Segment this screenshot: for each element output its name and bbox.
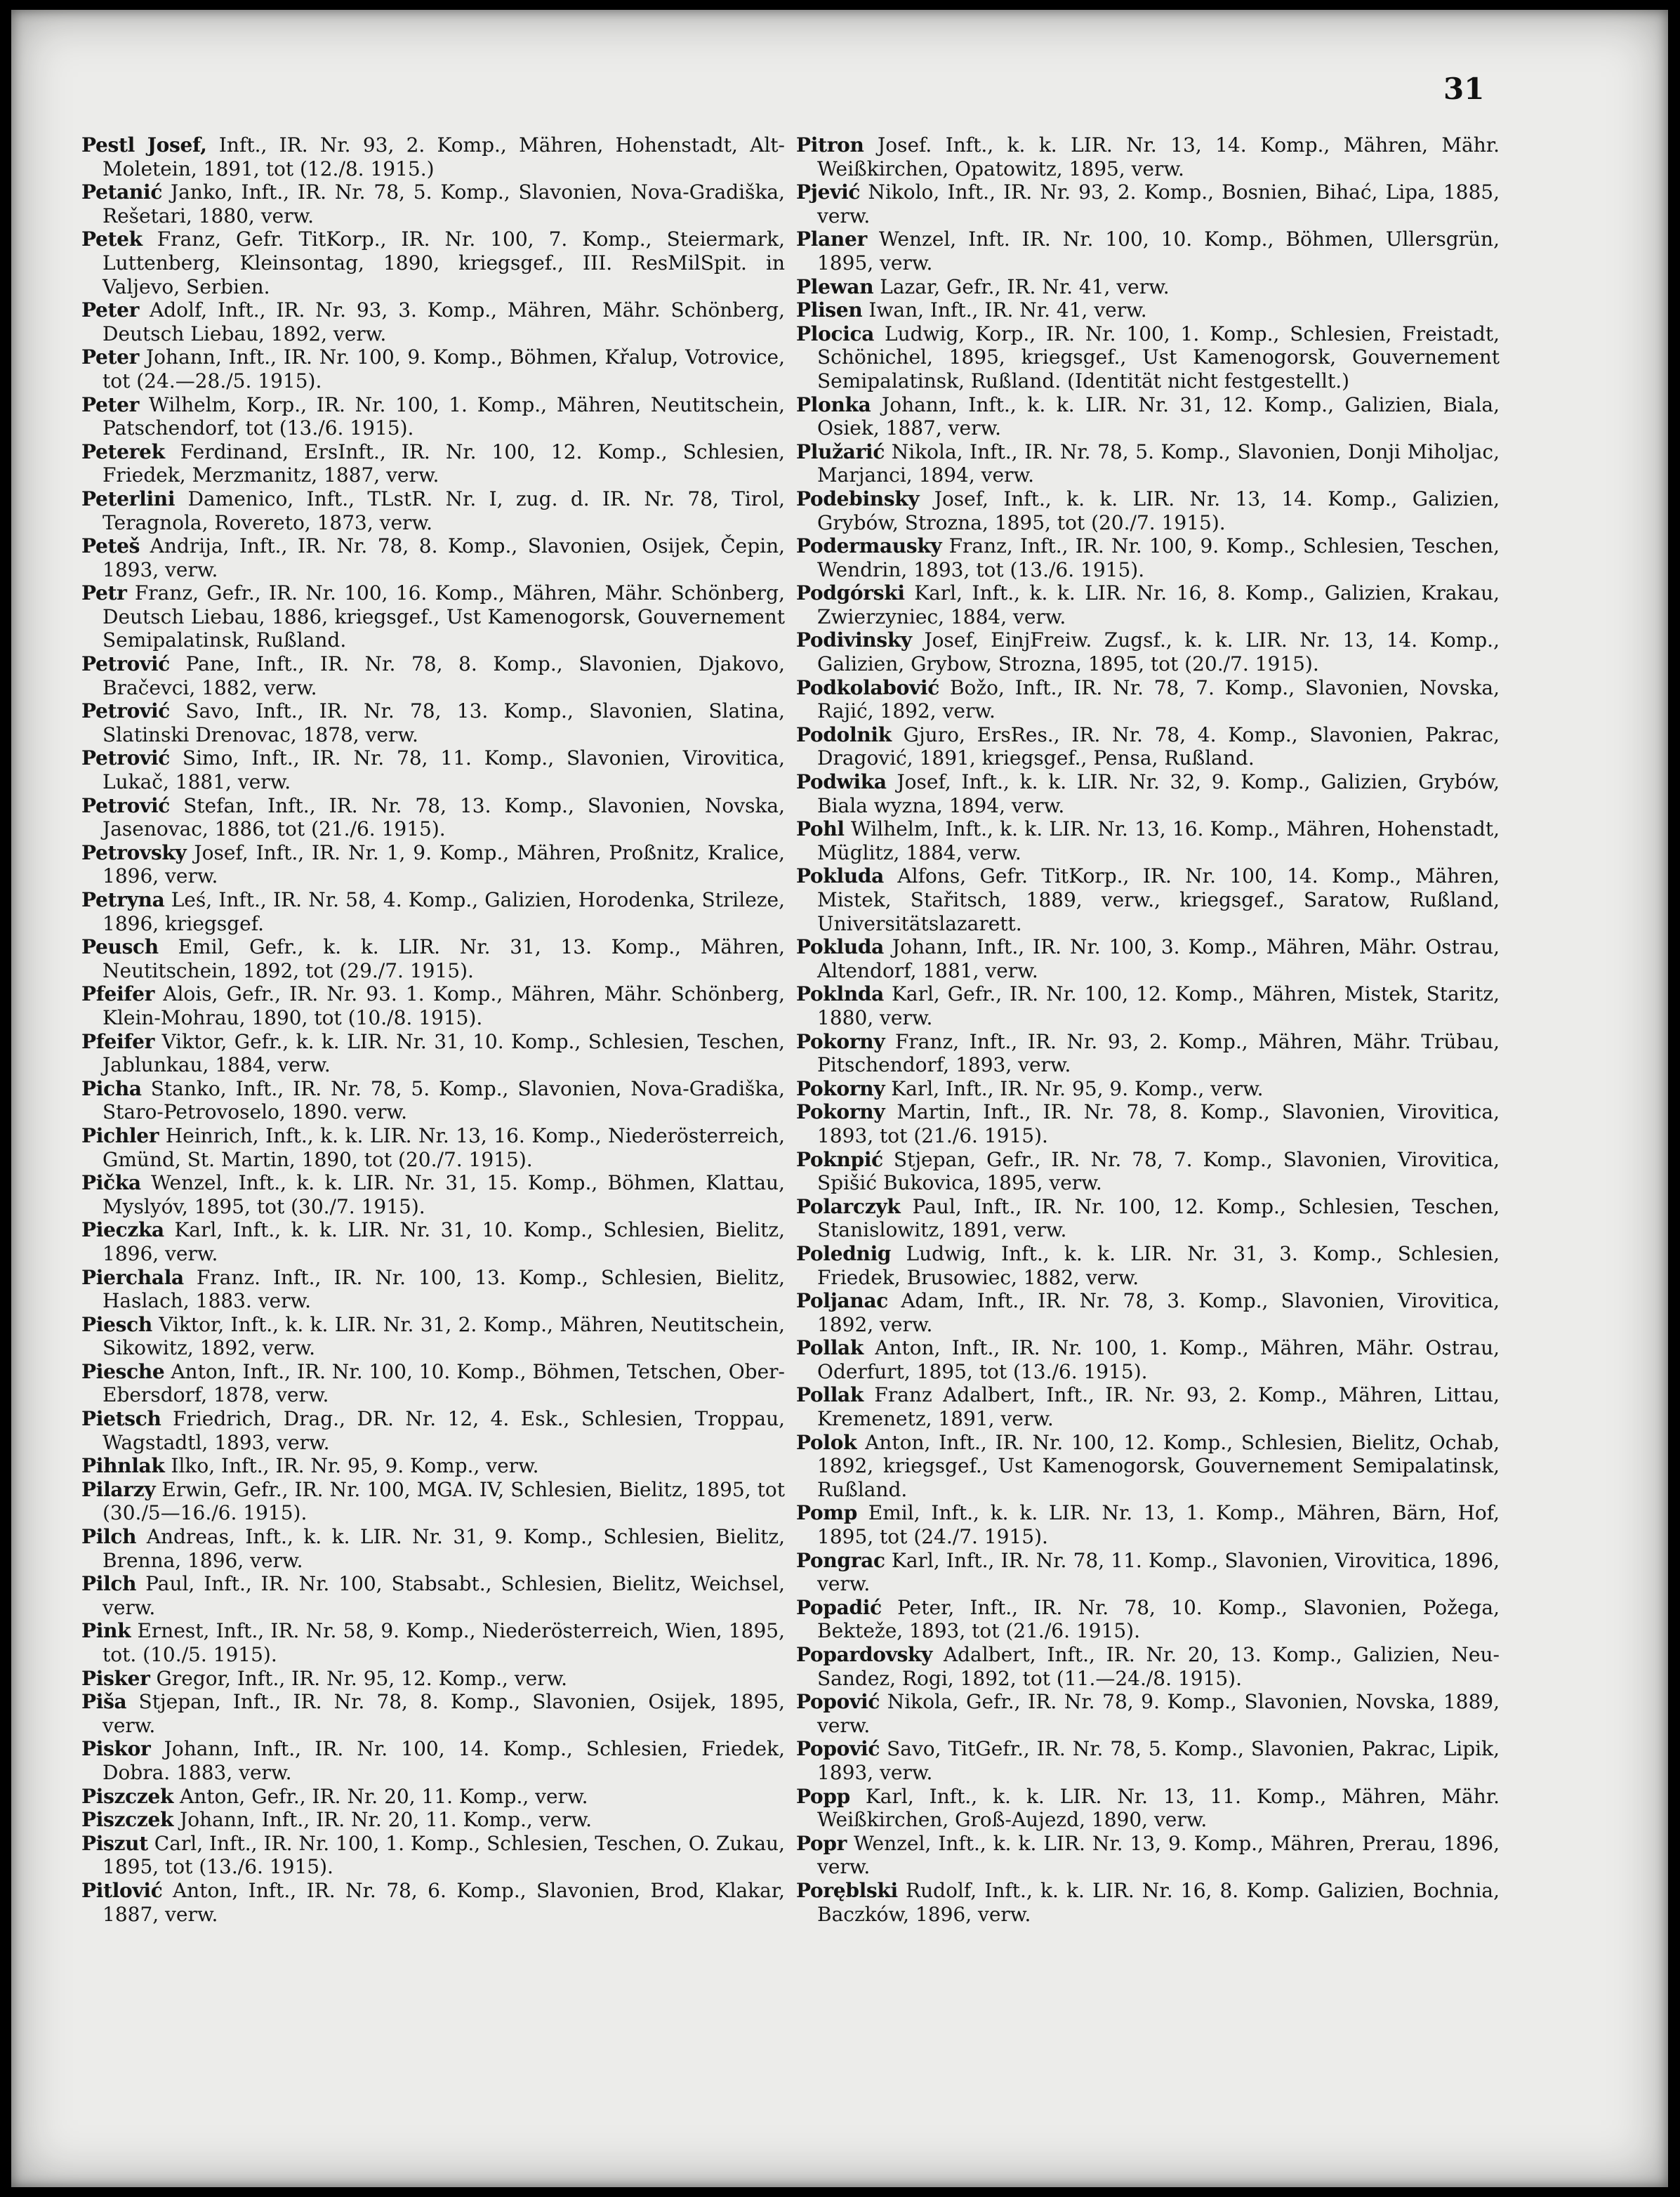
entry-surname: Pestl Josef,	[81, 133, 207, 157]
entry-details: Božo, Inft., IR. Nr. 78, 7. Komp., Slavonien, Novska, Rajić, 1892, verw.	[817, 675, 1500, 723]
entry-surname: Picha	[81, 1076, 142, 1100]
entry-surname: Piša	[81, 1690, 127, 1714]
left-column	[81, 133, 785, 1926]
register-entry	[81, 1407, 785, 1454]
entry-surname: Petrović	[81, 793, 171, 817]
entry-details: Franz, Gefr. TitKorp., IR. Nr. 100, 7. Komp., Steiermark, Luttenberg, Kleinsontag, 1890, kriegsgef., III. ResMilSpit. in Valjevo, Serbien.	[102, 227, 785, 298]
register-entry	[81, 581, 785, 652]
register-entry	[796, 1148, 1500, 1195]
register-entry	[796, 275, 1500, 299]
entry-details: Peter, Inft., IR. Nr. 78, 10. Komp., Slavonien, Požega, Bekteže, 1893, tot (21./6. 1915).	[817, 1595, 1500, 1643]
entry-surname: Peter	[81, 392, 140, 416]
entry-surname: Piesche	[81, 1359, 165, 1383]
entry-details: Josef, Inft., k. k. LIR. Nr. 32, 9. Komp., Galizien, Grybów, Biala wyzna, 1894, verw.	[817, 770, 1500, 817]
entry-surname: Poręblski	[796, 1878, 898, 1902]
entry-details: Karl, Inft., k. k. LIR. Nr. 16, 8. Komp., Galizien, Krakau, Zwierzyniec, 1884, verw.	[817, 581, 1500, 628]
entry-details: Andreas, Inft., k. k. LIR. Nr. 31, 9. Komp., Schlesien, Bielitz, Brenna, 1896, verw.	[102, 1525, 786, 1572]
register-entry	[81, 1808, 785, 1832]
entry-details: Alois, Gefr., IR. Nr. 93. 1. Komp., Mähren, Mähr. Schönberg, Klein-Mohrau, 1890, tot (10./8. 1915).	[102, 982, 786, 1029]
register-entry	[796, 1737, 1500, 1784]
register-entry	[81, 345, 785, 392]
register-entry	[796, 1383, 1500, 1430]
entry-surname: Piskor	[81, 1737, 151, 1761]
entry-details: Erwin, Gefr., IR. Nr. 100, MGA. IV, Schlesien, Bielitz, 1895, tot (30./5—16./6. 1915).	[102, 1477, 785, 1525]
register-entry	[796, 723, 1500, 770]
entry-surname: Plocica	[796, 322, 875, 345]
register-entry	[81, 393, 785, 440]
register-entry	[81, 1832, 785, 1879]
entry-details: Iwan, Inft., IR. Nr. 41, verw.	[868, 298, 1147, 322]
register-entry	[796, 770, 1500, 817]
entry-surname: Piszczek	[81, 1808, 174, 1832]
entry-details: Emil, Gefr., k. k. LIR. Nr. 31, 13. Komp., Mähren, Neutitschein, 1892, tot (29./7. 1915).	[102, 935, 785, 982]
entry-surname: Peusch	[81, 935, 159, 959]
register-entry	[81, 1077, 785, 1124]
entry-surname: Pollak	[796, 1336, 864, 1360]
entry-details: Karl, Inft., k. k. LIR. Nr. 13, 11. Komp., Mähren, Mähr. Weißkirchen, Groß-Aujezd, 1890, verw.	[817, 1784, 1500, 1832]
register-entry	[796, 1242, 1500, 1289]
entry-details: Anton, Inft., IR. Nr. 78, 6. Komp., Slavonien, Brod, Klakar, 1887, verw.	[102, 1878, 785, 1926]
entry-surname: Pitron	[796, 133, 864, 157]
register-entry	[796, 1501, 1500, 1548]
register-entry	[81, 227, 785, 298]
register-entry	[81, 1572, 785, 1619]
entry-details: Pane, Inft., IR. Nr. 78, 8. Komp., Slavonien, Djakovo, Bračevci, 1882, verw.	[102, 652, 785, 699]
entry-surname: Pietsch	[81, 1407, 161, 1431]
entry-details: Josef. Inft., k. k. LIR. Nr. 13, 14. Komp., Mähren, Mähr. Weißkirchen, Opatowitz, 1895, verw.	[817, 133, 1500, 180]
entry-surname: Pihnlak	[81, 1454, 165, 1478]
entry-details: Heinrich, Inft., k. k. LIR. Nr. 13, 16. Komp., Niederösterreich, Gmünd, St. Martin, 1890, tot (20./7. 1915).	[102, 1123, 785, 1171]
entry-surname: Poljanac	[796, 1289, 889, 1313]
register-entry	[796, 1832, 1500, 1879]
entry-surname: Petanić	[81, 180, 163, 204]
entry-details: Franz, Inft., IR. Nr. 93, 2. Komp., Mähren, Mähr. Trübau, Pitschendorf, 1893, verw.	[817, 1029, 1500, 1077]
entry-details: Anton, Inft., IR. Nr. 100, 10. Komp., Böhmen, Tetschen, Ober-Ebersdorf, 1878, verw.	[102, 1359, 786, 1407]
register-entry	[796, 1077, 1500, 1101]
entry-surname: Popović	[796, 1737, 880, 1761]
entry-details: Johann, Inft., IR. Nr. 100, 9. Komp., Böhmen, Křalup, Votrovice, tot (24.—28./5. 1915).	[102, 345, 785, 392]
entry-details: Anton, Gefr., IR. Nr. 20, 11. Komp., verw.	[180, 1784, 588, 1808]
entry-surname: Pička	[81, 1171, 141, 1195]
register-entry	[796, 676, 1500, 723]
entry-surname: Petrović	[81, 652, 171, 676]
page-number: 31	[1443, 72, 1485, 106]
entry-surname: Pokorny	[796, 1029, 885, 1053]
register-entry	[81, 1124, 785, 1171]
register-entry	[796, 817, 1500, 864]
entry-surname: Plonka	[796, 392, 871, 416]
entry-details: Adalbert, Inft., IR. Nr. 20, 13. Komp., Galizien, Neu-Sandez, Rogi, 1892, tot (11.—24./8. 1915).	[817, 1643, 1500, 1690]
entry-details: Franz. Inft., IR. Nr. 100, 13. Komp., Schlesien, Bielitz, Haslach, 1883. verw.	[102, 1265, 786, 1313]
register-entry	[796, 935, 1500, 982]
entry-surname: Pokluda	[796, 864, 884, 888]
register-entry	[81, 1737, 785, 1784]
register-entry	[796, 1030, 1500, 1077]
entry-surname: Podkolabović	[796, 675, 940, 699]
entry-surname: Piszczek	[81, 1784, 174, 1808]
entry-surname: Peter	[81, 345, 140, 369]
register-entry	[81, 935, 785, 982]
register-entry	[796, 1690, 1500, 1737]
register-entry	[81, 652, 785, 699]
entry-surname: Plužarić	[796, 440, 885, 463]
entry-details: Anton, Inft., IR. Nr. 100, 1. Komp., Mähren, Mähr. Ostrau, Oderfurt, 1895, tot (13./6. 1915).	[817, 1336, 1500, 1383]
entry-surname: Podolnik	[796, 723, 892, 746]
register-entry	[81, 298, 785, 345]
register-entry	[81, 888, 785, 935]
entry-details: Lazar, Gefr., IR. Nr. 41, verw.	[880, 275, 1170, 298]
entry-details: Anton, Inft., IR. Nr. 100, 12. Komp., Schlesien, Bielitz, Ochab, 1892, kriegsgef., Ust Kamenogorsk, Gouvernement Semipalatinsk, Rußland.	[817, 1430, 1500, 1501]
register-entry	[796, 440, 1500, 487]
entry-details: Ilko, Inft., IR. Nr. 95, 9. Komp., verw.	[171, 1454, 539, 1478]
entry-surname: Pilch	[81, 1525, 137, 1549]
register-entry	[81, 1690, 785, 1737]
register-entry	[796, 393, 1500, 440]
entry-surname: Podgórski	[796, 581, 905, 605]
entry-details: Ludwig, Korp., IR. Nr. 100, 1. Komp., Schlesien, Freistadt, Schönichel, 1895, kriegsgef., Ust Kamenogorsk, Gouvernement Semipalatinsk, Rußland. (Identität nicht festgestellt.)	[817, 322, 1500, 392]
register-entry	[796, 227, 1500, 275]
entry-surname: Popović	[796, 1690, 880, 1714]
entry-details: Wenzel, Inft., k. k. LIR. Nr. 31, 15. Komp., Böhmen, Klattau, Myslyóv, 1895, tot (30./7. 1915).	[102, 1171, 785, 1218]
register-entry	[796, 628, 1500, 675]
entry-surname: Pichler	[81, 1123, 159, 1147]
register-entry	[796, 322, 1500, 393]
entry-details: Josef, Inft., k. k. LIR. Nr. 13, 14. Komp., Galizien, Grybów, Strozna, 1895, tot (20./7. 1915).	[817, 487, 1500, 534]
entry-details: Stjepan, Inft., IR. Nr. 78, 8. Komp., Slavonien, Osijek, 1895, verw.	[102, 1690, 786, 1737]
entry-details: Nikola, Gefr., IR. Nr. 78, 9. Komp., Slavonien, Novska, 1889, verw.	[817, 1690, 1500, 1737]
register-entry	[81, 1619, 785, 1666]
register-entry	[81, 180, 785, 227]
entry-details: Wenzel, Inft., k. k. LIR. Nr. 13, 9. Komp., Mähren, Prerau, 1896, verw.	[817, 1831, 1500, 1879]
register-entry	[81, 1785, 785, 1809]
register-entry	[796, 133, 1500, 180]
right-column	[796, 133, 1500, 1926]
entry-details: Stefan, Inft., IR. Nr. 78, 13. Komp., Slavonien, Novska, Jasenovac, 1886, tot (21./6. 1915).	[102, 793, 785, 841]
entry-details: Carl, Inft., IR. Nr. 100, 1. Komp., Schlesien, Teschen, O. Zukau, 1895, tot (13./6. 1915).	[102, 1831, 785, 1879]
entry-details: Leś, Inft., IR. Nr. 58, 4. Komp., Galizien, Horodenka, Strileze, 1896, kriegsgef.	[102, 888, 785, 935]
entry-details: Savo, TitGefr., IR. Nr. 78, 5. Komp., Slavonien, Pakrac, Lipik, 1893, verw.	[817, 1737, 1500, 1784]
entry-surname: Podivinsky	[796, 628, 912, 652]
entry-surname: Polok	[796, 1430, 857, 1454]
register-entry	[81, 534, 785, 581]
register-entry	[81, 1478, 785, 1525]
register-entry	[796, 1431, 1500, 1502]
entry-surname: Pjević	[796, 180, 861, 204]
entry-surname: Podebinsky	[796, 487, 920, 510]
entry-details: Viktor, Inft., k. k. LIR. Nr. 31, 2. Komp., Mähren, Neutitschein, Sikowitz, 1892, verw.	[102, 1312, 785, 1360]
entry-details: Nikola, Inft., IR. Nr. 78, 5. Komp., Slavonien, Donji Miholjac, Marjanci, 1894, verw.	[817, 440, 1500, 487]
entry-details: Johann, Inft., IR. Nr. 100, 3. Komp., Mähren, Mähr. Ostrau, Altendorf, 1881, verw.	[817, 935, 1500, 982]
entry-details: Savo, Inft., IR. Nr. 78, 13. Komp., Slavonien, Slatina, Slatinski Drenovac, 1878, verw.	[102, 699, 785, 746]
book-page	[11, 10, 1668, 2187]
register-entry	[81, 841, 785, 888]
entry-surname: Pilarzy	[81, 1477, 156, 1501]
entry-details: Karl, Inft., IR. Nr. 95, 9. Komp., verw.	[891, 1076, 1264, 1100]
entry-surname: Pohl	[796, 817, 845, 841]
entry-details: Gjuro, ErsRes., IR. Nr. 78, 4. Komp., Slavonien, Pakrac, Dragović, 1891, kriegsgef., Pensa, Rußland.	[817, 723, 1500, 770]
entry-details: Simo, Inft., IR. Nr. 78, 11. Komp., Slavonien, Virovitica, Lukač, 1881, verw.	[102, 746, 785, 794]
entry-details: Ernest, Inft., IR. Nr. 58, 9. Komp., Niederösterreich, Wien, 1895, tot. (10./5. 1915).	[102, 1619, 786, 1666]
entry-surname: Pokluda	[796, 935, 884, 959]
register-entry	[81, 1454, 785, 1478]
entry-details: Alfons, Gefr. TitKorp., IR. Nr. 100, 14. Komp., Mähren, Mistek, Stařitsch, 1889, verw., kriegsgef., Saratow, Rußland, Universitätslazarett.	[817, 864, 1500, 935]
entry-surname: Petrović	[81, 746, 171, 770]
entry-details: Ferdinand, ErsInft., IR. Nr. 100, 12. Komp., Schlesien, Friedek, Merzmanitz, 1887, verw.	[102, 440, 785, 487]
entry-surname: Pongrac	[796, 1548, 885, 1572]
entry-surname: Pokorny	[796, 1076, 885, 1100]
entry-surname: Pokorny	[796, 1100, 885, 1124]
entry-surname: Piszut	[81, 1831, 148, 1855]
entry-details: Wilhelm, Korp., IR. Nr. 100, 1. Komp., Mähren, Neutitschein, Patschendorf, tot (13./6. 1915).	[102, 392, 785, 440]
entry-surname: Popardovsky	[796, 1643, 933, 1666]
register-entry	[81, 1879, 785, 1926]
entry-surname: Petrović	[81, 699, 171, 723]
entry-details: Karl, Inft., k. k. LIR. Nr. 31, 10. Komp., Schlesien, Bielitz, 1896, verw.	[102, 1218, 785, 1265]
entry-details: Paul, Inft., IR. Nr. 100, Stabsabt., Schlesien, Bielitz, Weichsel, verw.	[102, 1572, 786, 1619]
entry-surname: Petek	[81, 227, 143, 251]
entry-details: Emil, Inft., k. k. LIR. Nr. 13, 1. Komp., Mähren, Bärn, Hof, 1895, tot (24./7. 1915).	[817, 1501, 1500, 1549]
entry-surname: Poknpić	[796, 1147, 883, 1171]
entry-details: Andrija, Inft., IR. Nr. 78, 8. Komp., Slavonien, Osijek, Čepin, 1893, verw.	[102, 534, 786, 581]
entry-surname: Pisker	[81, 1666, 150, 1690]
entry-surname: Polarczyk	[796, 1194, 901, 1218]
register-entry	[796, 298, 1500, 322]
entry-surname: Peter	[81, 298, 140, 322]
register-entry	[796, 487, 1500, 534]
entry-details: Franz, Gefr., IR. Nr. 100, 16. Komp., Mähren, Mähr. Schönberg, Deutsch Liebau, 1886, kriegsgef., Ust Kamenogorsk, Gouvernement Semipalatinsk, Rußland.	[102, 581, 785, 652]
entry-details: Martin, Inft., IR. Nr. 78, 8. Komp., Slavonien, Virovitica, 1893, tot (21./6. 1915).	[817, 1100, 1500, 1147]
register-entry	[796, 1643, 1500, 1690]
entry-details: Adolf, Inft., IR. Nr. 93, 3. Komp., Mähren, Mähr. Schönberg, Deutsch Liebau, 1892, verw.	[102, 298, 786, 345]
register-entry	[81, 1360, 785, 1407]
entry-details: Adam, Inft., IR. Nr. 78, 3. Komp., Slavonien, Virovitica, 1892, verw.	[817, 1289, 1500, 1336]
register-entry	[81, 1266, 785, 1313]
entry-surname: Pierchala	[81, 1265, 184, 1289]
register-entry	[796, 864, 1500, 935]
entry-surname: Popadić	[796, 1595, 882, 1619]
entry-details: Ludwig, Inft., k. k. LIR. Nr. 31, 3. Komp., Schlesien, Friedek, Brusowiec, 1882, verw.	[817, 1241, 1500, 1289]
entry-details: Paul, Inft., IR. Nr. 100, 12. Komp., Schlesien, Teschen, Stanislowitz, 1891, verw.	[817, 1194, 1500, 1242]
entry-details: Karl, Gefr., IR. Nr. 100, 12. Komp., Mähren, Mistek, Staritz, 1880, verw.	[817, 982, 1500, 1029]
entry-details: Johann, Inft., IR. Nr. 100, 14. Komp., Schlesien, Friedek, Dobra. 1883, verw.	[102, 1737, 785, 1784]
entry-details: Josef, EinjFreiw. Zugsf., k. k. LIR. Nr. 13, 14. Komp., Galizien, Grybow, Strozna, 1895, tot (20./7. 1915).	[817, 628, 1500, 676]
entry-details: Nikolo, Inft., IR. Nr. 93, 2. Komp., Bosnien, Bihać, Lipa, 1885, verw.	[817, 180, 1500, 227]
register-entry	[81, 699, 785, 746]
entry-surname: Pfeifer	[81, 1029, 155, 1053]
entry-details: Viktor, Gefr., k. k. LIR. Nr. 31, 10. Komp., Schlesien, Teschen, Jablunkau, 1884, verw.	[102, 1029, 785, 1077]
register-entry	[796, 1289, 1500, 1336]
register-entry	[81, 1030, 785, 1077]
entry-details: Gregor, Inft., IR. Nr. 95, 12. Komp., verw.	[156, 1666, 568, 1690]
register-entry	[796, 1195, 1500, 1242]
register-entry	[796, 581, 1500, 628]
register-entry	[796, 982, 1500, 1029]
entry-surname: Peteš	[81, 534, 140, 558]
entry-details: Friedrich, Drag., DR. Nr. 12, 4. Esk., Schlesien, Troppau, Wagstadtl, 1893, verw.	[102, 1407, 785, 1454]
entry-details: Stjepan, Gefr., IR. Nr. 78, 7. Komp., Slavonien, Virovitica, Spišić Bukovica, 1895, verw.	[817, 1147, 1500, 1195]
register-entry	[796, 534, 1500, 581]
entry-surname: Pieczka	[81, 1218, 164, 1242]
entry-surname: Podwika	[796, 770, 887, 794]
register-entry	[81, 487, 785, 534]
entry-details: Stanko, Inft., IR. Nr. 78, 5. Komp., Slavonien, Nova-Gradiška, Staro-Petrovoselo, 1890. verw.	[102, 1076, 785, 1124]
register-entry	[796, 1549, 1500, 1596]
register-entry	[81, 794, 785, 841]
register-entry	[796, 1100, 1500, 1147]
entry-details: Johann, Inft., IR. Nr. 20, 11. Komp., verw.	[180, 1808, 593, 1832]
entry-details: Inft., IR. Nr. 93, 2. Komp., Mähren, Hohenstadt, Alt-Moletein, 1891, tot (12./8. 1915.)	[102, 133, 786, 180]
entry-surname: Podermausky	[796, 534, 942, 558]
entry-surname: Petr	[81, 581, 127, 605]
entry-surname: Pfeifer	[81, 982, 155, 1006]
entry-details: Janko, Inft., IR. Nr. 78, 5. Komp., Slavonien, Nova-Gradiška, Rešetari, 1880, verw.	[102, 180, 786, 227]
entry-surname: Plewan	[796, 275, 874, 298]
register-entry	[796, 1336, 1500, 1383]
entry-surname: Pollak	[796, 1383, 864, 1407]
entry-details: Josef, Inft., IR. Nr. 1, 9. Komp., Mähren, Proßnitz, Kralice, 1896, verw.	[102, 840, 785, 888]
entry-surname: Pilch	[81, 1572, 137, 1596]
entry-surname: Popp	[796, 1784, 850, 1808]
entry-surname: Pink	[81, 1619, 131, 1643]
entry-details: Wenzel, Inft. IR. Nr. 100, 10. Komp., Böhmen, Ullersgrün, 1895, verw.	[817, 227, 1500, 275]
register-entry	[796, 1785, 1500, 1832]
entry-surname: Pomp	[796, 1501, 857, 1525]
register-entry	[81, 1313, 785, 1360]
entry-details: Rudolf, Inft., k. k. LIR. Nr. 16, 8. Komp. Galizien, Bochnia, Baczków, 1896, verw.	[817, 1878, 1500, 1926]
entry-details: Franz Adalbert, Inft., IR. Nr. 93, 2. Komp., Mähren, Littau, Kremenetz, 1891, verw.	[817, 1383, 1500, 1431]
register-entry	[81, 440, 785, 487]
register-entry	[796, 180, 1500, 227]
register-entry	[81, 1667, 785, 1691]
register-entry	[81, 1171, 785, 1218]
entry-surname: Popr	[796, 1831, 847, 1855]
register-entry	[796, 1879, 1500, 1926]
entry-surname: Peterlini	[81, 487, 176, 510]
register-entry	[81, 1218, 785, 1265]
entry-surname: Planer	[796, 227, 867, 251]
register-entry	[796, 1596, 1500, 1643]
register-entry	[81, 1525, 785, 1572]
entry-surname: Peterek	[81, 440, 165, 463]
entry-details: Wilhelm, Inft., k. k. LIR. Nr. 13, 16. Komp., Mähren, Hohenstadt, Müglitz, 1884, verw.	[817, 817, 1500, 864]
entry-surname: Petryna	[81, 888, 165, 911]
entry-surname: Polednig	[796, 1241, 892, 1265]
entry-surname: Plisen	[796, 298, 863, 322]
entry-surname: Poklnda	[796, 982, 884, 1006]
entry-surname: Piesch	[81, 1312, 152, 1336]
register-entry	[81, 746, 785, 793]
entry-details: Johann, Inft., k. k. LIR. Nr. 31, 12. Komp., Galizien, Biala, Osiek, 1887, verw.	[817, 392, 1500, 440]
entry-surname: Pitlović	[81, 1878, 163, 1902]
register-entry	[81, 133, 785, 180]
entry-details: Franz, Inft., IR. Nr. 100, 9. Komp., Schlesien, Teschen, Wendrin, 1893, tot (13./6. 1915).	[817, 534, 1500, 581]
entry-details: Damenico, Inft., TLstR. Nr. I, zug. d. IR. Nr. 78, Tirol, Teragnola, Rovereto, 1873, verw.	[102, 487, 785, 534]
entry-details: Karl, Inft., IR. Nr. 78, 11. Komp., Slavonien, Virovitica, 1896, verw.	[817, 1548, 1500, 1596]
entry-surname: Petrovsky	[81, 840, 187, 864]
register-entry	[81, 982, 785, 1029]
